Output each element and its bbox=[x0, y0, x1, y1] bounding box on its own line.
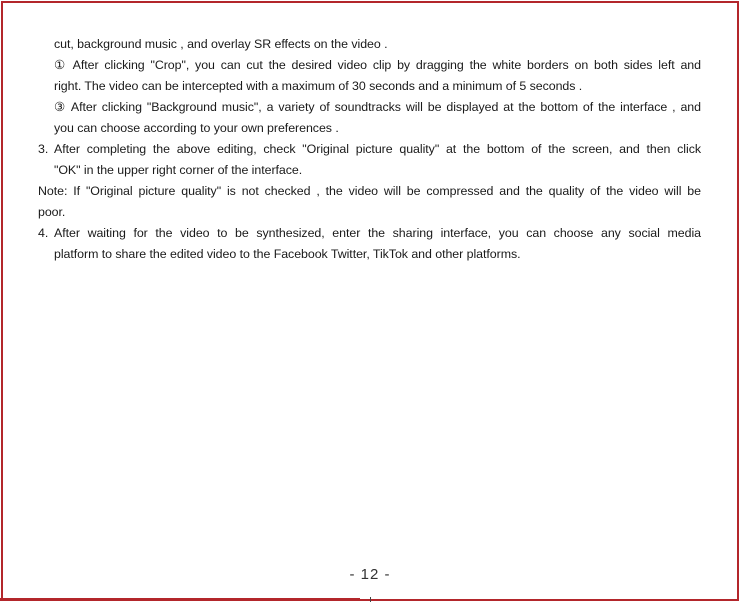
text-line: you can choose according to your own preferences . bbox=[54, 121, 339, 135]
text-line: After waiting for the video to be synthesized, enter the sharing interface, you can choose any social media bbox=[54, 226, 701, 240]
text-line: platform to share the edited video to the Facebook Twitter, TikTok and other platforms. bbox=[54, 247, 521, 261]
text-line: After completing the above editing, check "Original picture quality" at the bottom of the screen, and then click bbox=[54, 142, 701, 156]
list-item-number: 3. bbox=[38, 142, 49, 156]
text-line: right. The video can be intercepted with a maximum of 30 seconds and a minimum of 5 seconds . bbox=[54, 79, 583, 93]
text-line: cut, background music , and overlay SR effects on the video . bbox=[54, 37, 388, 51]
document-body bbox=[38, 34, 701, 265]
note-line: poor. bbox=[38, 205, 66, 219]
list-item bbox=[38, 139, 701, 160]
list-item-number: 4. bbox=[38, 226, 49, 240]
page-number: - 12 - bbox=[349, 566, 391, 583]
text-line: "OK" in the upper right corner of the interface. bbox=[54, 163, 303, 177]
page-border-tick bbox=[370, 597, 371, 602]
text-line: ③ After clicking "Background music", a variety of soundtracks will be displayed at the bottom of the interface , and bbox=[54, 100, 701, 114]
text-line: ① After clicking "Crop", you can cut the desired video clip by dragging the white borders on both sides left and bbox=[54, 58, 701, 72]
page-border-bottom-accent bbox=[0, 598, 360, 601]
list-item bbox=[38, 223, 701, 244]
note-line: Note: If "Original picture quality" is not checked , the video will be compressed and the quality of the video will be bbox=[38, 184, 701, 198]
